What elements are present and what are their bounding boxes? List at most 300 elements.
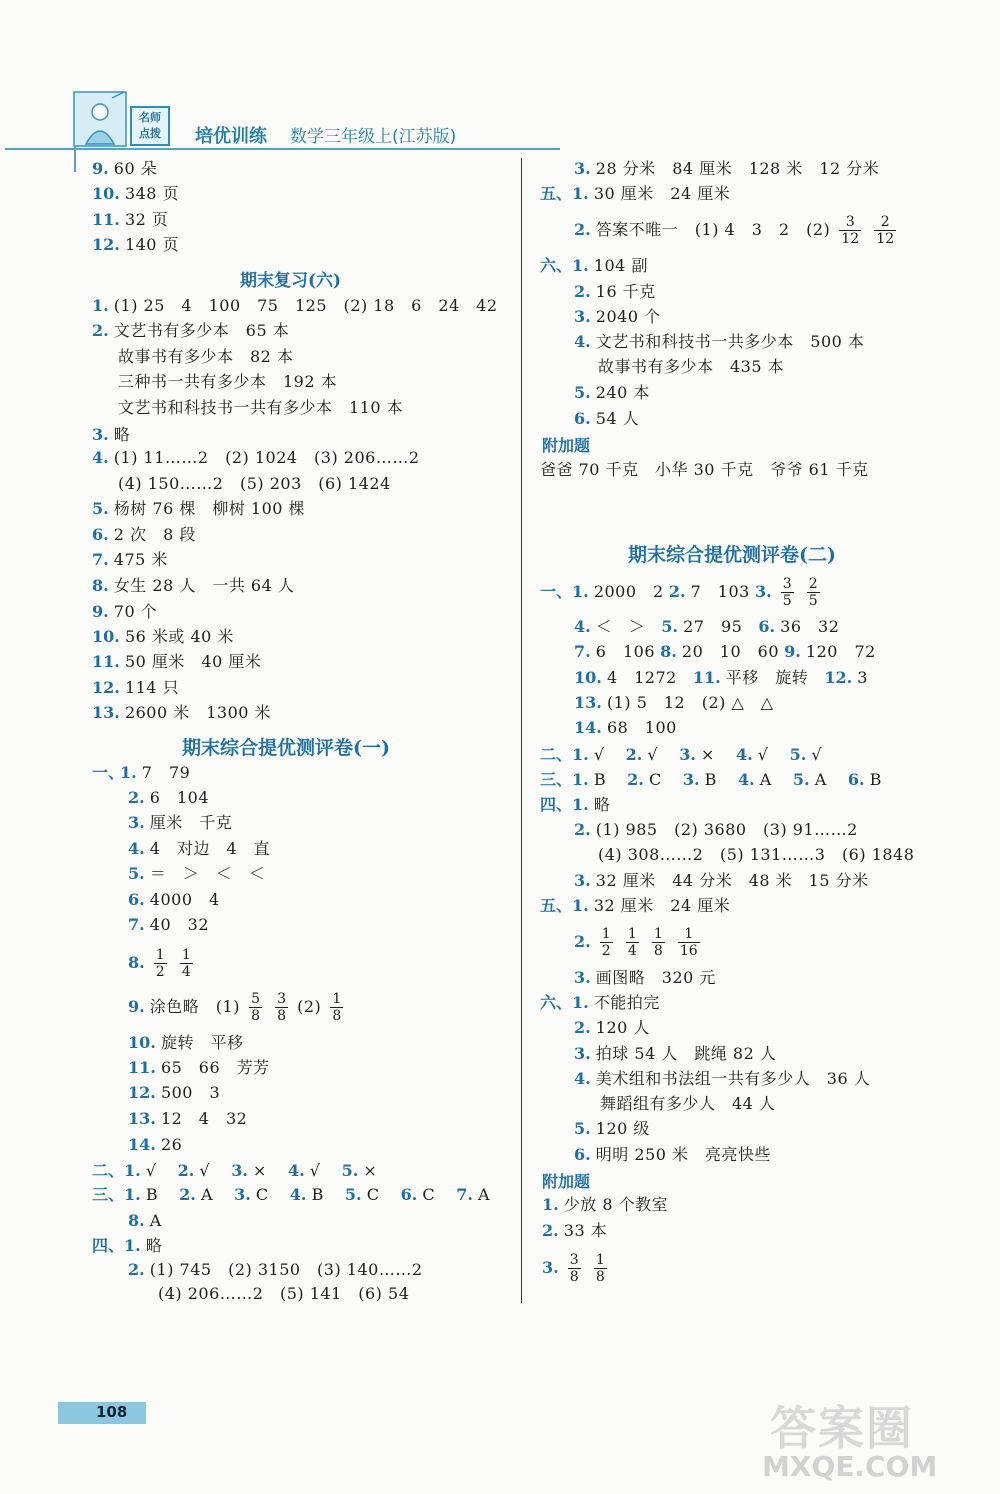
item-number: 6.: [92, 525, 109, 544]
answer-line: [574, 330, 864, 354]
answer-line: [574, 407, 639, 431]
answer-line: [574, 818, 858, 842]
answer-text: 60 朵: [113, 159, 158, 178]
item-number: 1.: [124, 1236, 141, 1255]
item-number: 2.: [574, 220, 591, 239]
numerator: 2: [874, 214, 896, 231]
answer-line: [92, 294, 498, 318]
answer-text: 54 人: [595, 409, 640, 428]
item-number: 5.: [789, 745, 807, 764]
answer-text: 26: [160, 1135, 183, 1154]
answer-line: [92, 650, 261, 674]
part-number: 五、: [540, 896, 573, 915]
subject-title: 数学三年级上(江苏版): [290, 127, 457, 147]
answer-line: [574, 1067, 870, 1091]
item-number: 1.: [572, 256, 589, 275]
answer-text: 女生 28 人 一共 64 人: [113, 576, 295, 595]
item-number: 5.: [92, 499, 109, 518]
answer-text: 28 分米 84 厘米 128 米 12 分米: [595, 159, 880, 178]
answer-line: [158, 1282, 409, 1306]
answer-text: B: [145, 1185, 159, 1204]
answer-text: ×: [363, 1161, 378, 1180]
fraction: [568, 1252, 581, 1285]
answer-text: 略: [113, 425, 131, 444]
answer-line: [128, 1258, 423, 1282]
item-number: 14.: [574, 718, 602, 737]
item-number: 13.: [574, 693, 602, 712]
answer-text: 12 4 32: [160, 1109, 248, 1128]
answer-line: [128, 1133, 182, 1157]
watermark-logo: [750, 1386, 980, 1486]
answer-text: 240 本: [595, 383, 650, 402]
answer-text: 50 厘米 40 厘米: [124, 652, 262, 671]
answer-line: [128, 1056, 270, 1080]
part-number: 一、: [540, 582, 573, 601]
item-number: 5.: [344, 1185, 362, 1204]
answer-text: (1) 985 (2) 3680 (3) 91……2: [595, 820, 858, 839]
item-number: 3.: [574, 159, 591, 178]
answer-text: 104 副: [593, 256, 648, 275]
item-number: 9.: [92, 159, 109, 178]
item-number: 12.: [824, 668, 853, 687]
answer-line: [574, 1042, 776, 1066]
part-number: 四、: [92, 1236, 125, 1255]
answer-line: [574, 280, 656, 304]
answer-line: [92, 208, 168, 232]
answer-text: 36 32: [780, 617, 840, 636]
item-number: 1.: [572, 770, 589, 789]
item-number: 4.: [92, 448, 109, 467]
answer-text: 68 100: [606, 718, 677, 737]
denominator: 5: [808, 593, 818, 609]
answer-line: [542, 1193, 668, 1217]
answer-text: √: [811, 745, 823, 764]
answer-line: [128, 1031, 243, 1055]
answer-text: 文艺书有多少本 65 本: [113, 321, 290, 340]
item-number: 4.: [736, 745, 753, 764]
item-number: 10.: [92, 627, 120, 646]
answer-line: [574, 305, 661, 329]
answer-line: [128, 943, 197, 983]
answer-text: 140 页: [124, 235, 180, 254]
answer-line: [542, 1219, 607, 1243]
part-number: 六、: [540, 993, 573, 1012]
fraction: [626, 926, 639, 959]
answer-text: 120 级: [595, 1119, 650, 1138]
part-number: 四、: [540, 795, 573, 814]
answer-line: [92, 574, 294, 598]
answer-text: √: [593, 745, 605, 764]
fraction: [807, 576, 820, 609]
part-number: 五、: [540, 184, 573, 203]
answer-line: [92, 625, 234, 649]
fraction: [839, 214, 861, 247]
answer-text: 舞蹈组有多少人 44 人: [600, 1094, 776, 1113]
item-number: 3.: [128, 813, 145, 832]
answer-text: 2 次 8 段: [113, 525, 196, 544]
answer-text: √: [309, 1161, 321, 1180]
answer-text: 画图略 320 元: [595, 968, 716, 987]
answer-line: [540, 182, 730, 206]
answer-line: [598, 843, 914, 867]
item-number: 3.: [682, 770, 700, 789]
answer-line: [92, 600, 157, 624]
answer-line: [540, 458, 869, 482]
numerator: 3: [277, 991, 286, 1007]
item-number: 7.: [92, 550, 109, 569]
numerator: 5: [251, 991, 260, 1007]
answer-text: 爸爸 70 千克 小华 30 千克 爷爷 61 千克: [540, 460, 869, 479]
answer-text: 故事书有多少本 82 本: [118, 347, 294, 366]
answer-line: [92, 319, 289, 343]
denominator: 8: [332, 1008, 342, 1024]
answer-line: [574, 666, 868, 690]
part-number: 二、: [92, 1161, 125, 1180]
answer-text: B: [311, 1185, 324, 1204]
denominator: 8: [653, 943, 663, 959]
item-number: 1.: [120, 763, 137, 782]
answer-line: [128, 862, 265, 886]
answer-text: C: [648, 770, 662, 789]
answer-text: 旋转 平移: [160, 1033, 244, 1052]
item-number: 2.: [574, 282, 591, 301]
answer-text: 70 个: [113, 602, 158, 621]
item-number: 4.: [574, 332, 591, 351]
answer-line: [574, 716, 677, 740]
answer-text: 2600 米 1300 米: [124, 703, 272, 722]
answer-text: (1) 5 12 (2) △ △: [606, 693, 774, 712]
item-number: 6.: [574, 1145, 591, 1164]
answer-text: B: [593, 770, 607, 789]
answer-text: ×: [253, 1161, 267, 1180]
item-number: 1.: [572, 795, 589, 814]
denominator: 12: [841, 231, 860, 247]
answer-text: A: [814, 770, 827, 789]
section-heading: 期末综合提优测评卷(二): [628, 544, 836, 566]
answer-text: 文艺书和科技书一共有多少本 110 本: [118, 398, 404, 417]
section-heading: 期末综合提优测评卷(一): [182, 737, 390, 759]
watermark-url: MXQE.COM: [762, 1450, 938, 1483]
answer-line: [92, 1234, 162, 1258]
answer-line: [92, 523, 196, 547]
item-number: 5.: [128, 864, 145, 883]
item-number: 2.: [92, 321, 109, 340]
answer-text: 120 人: [595, 1018, 650, 1037]
item-number: 6.: [128, 890, 145, 909]
item-number: 2.: [574, 932, 591, 951]
item-number: 14.: [128, 1135, 156, 1154]
answer-line: [128, 837, 270, 861]
answer-line: [92, 676, 179, 700]
answer-line: [92, 446, 420, 470]
answer-line: [540, 768, 882, 792]
answer-text: 475 米: [113, 550, 168, 569]
answer-line: [118, 472, 391, 496]
item-number: 2.: [574, 1018, 591, 1037]
denominator: 12: [876, 231, 895, 247]
item-number: 3.: [574, 968, 591, 987]
answer-text: C: [255, 1185, 269, 1204]
item-number: 1.: [124, 1185, 141, 1204]
item-number: 3.: [542, 1258, 559, 1277]
item-number: 11.: [92, 210, 120, 229]
item-number: 3.: [574, 307, 591, 326]
watermark-text: 答案圈: [770, 1401, 914, 1455]
answer-line: [542, 1248, 611, 1288]
item-number: 6.: [574, 409, 591, 428]
answer-text: 348 页: [124, 184, 180, 203]
denominator: 8: [277, 1008, 286, 1024]
item-number: 3.: [679, 745, 696, 764]
answer-line: [92, 157, 157, 181]
answer-text: 40 32: [149, 915, 210, 934]
answer-text: 文艺书和科技书一共多少本 500 本: [595, 332, 865, 351]
item-number: 4.: [574, 1069, 591, 1088]
answer-line: [574, 922, 704, 962]
answer-text: C: [366, 1185, 380, 1204]
denominator: 4: [181, 964, 191, 980]
answer-line: [92, 1159, 377, 1183]
fraction: [180, 947, 193, 980]
numerator: 3: [569, 1252, 579, 1268]
item-number: 10.: [128, 1033, 156, 1052]
item-number: 7.: [128, 915, 145, 934]
answer-text: 2040 个: [595, 307, 661, 326]
answer-line: [540, 574, 824, 610]
fraction: [330, 991, 343, 1024]
answer-line: [574, 1143, 771, 1167]
answer-text: 涂色略 (1): [149, 997, 240, 1016]
fraction: [154, 947, 167, 980]
answer-line: [574, 966, 716, 990]
answer-line: [574, 640, 876, 664]
answer-text: A: [200, 1185, 214, 1204]
header-tick: [74, 146, 76, 172]
item-number: 1.: [572, 745, 589, 764]
item-number: 6.: [847, 770, 865, 789]
answer-line: [118, 396, 403, 420]
item-number: 1.: [572, 993, 589, 1012]
answer-line: [574, 1117, 650, 1141]
fraction: [249, 991, 262, 1024]
item-number: 10.: [92, 184, 120, 203]
part-number: 六、: [540, 256, 573, 275]
item-number: 12.: [128, 1083, 156, 1102]
item-number: 1.: [572, 582, 589, 601]
numerator: 1: [678, 926, 700, 943]
answer-text: 三种书一共有多少本 192 本: [118, 372, 338, 391]
numerator: 3: [839, 214, 861, 231]
addon-heading: 附加题: [542, 436, 591, 455]
mingshi-badge: [130, 106, 170, 146]
answer-text: 美术组和书法组一共有多少人 36 人: [595, 1069, 871, 1088]
answer-line: [128, 888, 220, 912]
fraction: [874, 214, 896, 247]
answer-line: [574, 157, 879, 181]
answer-text: 32 页: [124, 210, 169, 229]
answer-text: 少放 8 个教室: [563, 1195, 669, 1214]
item-number: 2.: [574, 820, 591, 839]
item-number: 3.: [234, 1185, 251, 1204]
answer-text: 平移 旋转: [725, 668, 809, 687]
answer-text: (1) 25 4 100 75 125 (2) 18 6 24 42: [113, 296, 498, 315]
item-number: 1.: [572, 896, 589, 915]
item-number: 3.: [231, 1161, 248, 1180]
item-number: 1.: [542, 1195, 559, 1214]
item-number: 1.: [124, 1161, 141, 1180]
answer-text: 4000 4: [149, 890, 220, 909]
answer-text: 6 104: [149, 788, 210, 807]
answer-text: 4 1272: [606, 668, 677, 687]
badge-bottom-text: 点拨: [139, 127, 161, 140]
answer-line: [574, 1016, 650, 1040]
item-number: 4.: [288, 1161, 305, 1180]
answer-text: 6 106: [595, 642, 656, 661]
answer-text: 明明 250 米 亮亮快些: [595, 1145, 772, 1164]
numerator: 3: [782, 576, 792, 592]
item-number: 4.: [289, 1185, 307, 1204]
item-number: 9.: [92, 602, 109, 621]
item-number: 9.: [784, 642, 801, 661]
page-header: [0, 86, 560, 154]
answer-text: √: [647, 745, 659, 764]
item-number: 7.: [574, 642, 591, 661]
item-number: 3.: [574, 871, 591, 890]
denominator: 4: [627, 943, 637, 959]
answer-text: 4 对边 4 直: [149, 839, 271, 858]
item-number: 13.: [128, 1109, 156, 1128]
answer-text: 厘米 千克: [149, 813, 233, 832]
page-number: 108: [96, 1403, 128, 1421]
answer-text: A: [478, 1185, 491, 1204]
answer-text: (4) 308……2 (5) 131……3 (6) 1848: [598, 845, 915, 864]
answer-line: [540, 991, 660, 1015]
numerator: 1: [155, 947, 165, 963]
fraction: [600, 926, 613, 959]
item-number: 2.: [128, 788, 145, 807]
denominator: 8: [569, 1269, 579, 1285]
answer-text: B: [869, 770, 882, 789]
item-number: 10.: [574, 668, 602, 687]
item-number: 8.: [92, 576, 109, 595]
answer-line: [574, 869, 869, 893]
denominator: 2: [155, 964, 165, 980]
answer-line: [128, 1081, 220, 1105]
answer-text: 27 95: [683, 617, 743, 636]
item-number: 2.: [668, 582, 686, 601]
item-number: 2.: [625, 745, 643, 764]
column-divider: [521, 158, 522, 1303]
item-number: 3.: [574, 1044, 591, 1063]
fraction: [275, 991, 288, 1024]
fraction: [781, 576, 794, 609]
answer-text: (2): [297, 997, 322, 1016]
item-number: 5.: [341, 1161, 359, 1180]
answer-line: [92, 423, 130, 447]
answer-line: [600, 1092, 775, 1116]
item-number: 2.: [179, 1185, 196, 1204]
numerator: 1: [595, 1252, 605, 1268]
item-number: 12.: [92, 235, 120, 254]
answer-line: [128, 811, 232, 835]
addon-heading: 附加题: [542, 1172, 591, 1191]
answer-line: [92, 1183, 490, 1207]
header-rule: [5, 148, 560, 150]
item-number: 8.: [660, 642, 677, 661]
denominator: 8: [251, 1008, 260, 1024]
answer-text: 32 厘米 24 厘米: [593, 896, 731, 915]
answer-text: 杨树 76 棵 柳树 100 棵: [113, 499, 306, 518]
answer-line: [120, 761, 190, 785]
item-number: 3.: [92, 425, 109, 444]
answer-text: 20 10 60: [681, 642, 780, 661]
answer-text: (1) 11……2 (2) 1024 (3) 206……2: [113, 448, 420, 467]
numerator: 1: [332, 991, 342, 1007]
item-number: 4.: [128, 839, 145, 858]
answer-line: [128, 913, 209, 937]
answer-text: √: [145, 1161, 157, 1180]
item-number: 4.: [737, 770, 755, 789]
answer-line: [598, 355, 784, 379]
denominator: 8: [595, 1269, 605, 1285]
answer-text: ＝ ＞ ＜ ＜: [149, 864, 266, 883]
answer-line: [574, 691, 774, 715]
numerator: 1: [601, 926, 611, 942]
answer-text: ×: [701, 745, 715, 764]
answer-text: 略: [593, 795, 611, 814]
answer-text: 33 本: [563, 1221, 608, 1240]
part-number: 二、: [540, 745, 573, 764]
part-number: 三、: [92, 1185, 125, 1204]
answer-line: [128, 1107, 247, 1131]
answer-text: √: [199, 1161, 211, 1180]
item-number: 2.: [627, 770, 644, 789]
answer-line: [540, 743, 822, 767]
item-number: 8.: [128, 1211, 145, 1230]
item-number: 8.: [128, 953, 145, 972]
answer-text: (1) 745 (2) 3150 (3) 140……2: [149, 1260, 423, 1279]
item-number: 12.: [92, 678, 120, 697]
section-heading: 期末复习(六): [240, 271, 342, 291]
answer-line: [540, 793, 610, 817]
item-number: 2.: [542, 1221, 559, 1240]
item-number: 5.: [574, 1119, 591, 1138]
answer-text: (4) 206……2 (5) 141 (6) 54: [158, 1284, 410, 1303]
answer-text: 65 66 芳芳: [160, 1058, 270, 1077]
answer-line: [128, 786, 209, 810]
answer-text: A: [149, 1211, 162, 1230]
item-number: 2.: [177, 1161, 195, 1180]
answer-line: [540, 254, 648, 278]
answer-line: [574, 381, 650, 405]
answer-line: [574, 210, 900, 250]
answer-line: [92, 497, 305, 521]
answer-text: 3: [857, 668, 868, 687]
numerator: 1: [627, 926, 637, 942]
answer-line: [540, 894, 730, 918]
item-number: 2.: [128, 1260, 145, 1279]
answer-line: [92, 701, 271, 725]
fraction: [652, 926, 665, 959]
item-number: 13.: [92, 703, 120, 722]
fraction: [678, 926, 700, 959]
answer-text: (4) 150……2 (5) 203 (6) 1424: [118, 474, 391, 493]
item-number: 1.: [572, 184, 589, 203]
answer-line: [92, 233, 179, 257]
item-number: 6.: [400, 1185, 418, 1204]
answer-line: [128, 987, 347, 1027]
part-number: 三、: [540, 770, 573, 789]
